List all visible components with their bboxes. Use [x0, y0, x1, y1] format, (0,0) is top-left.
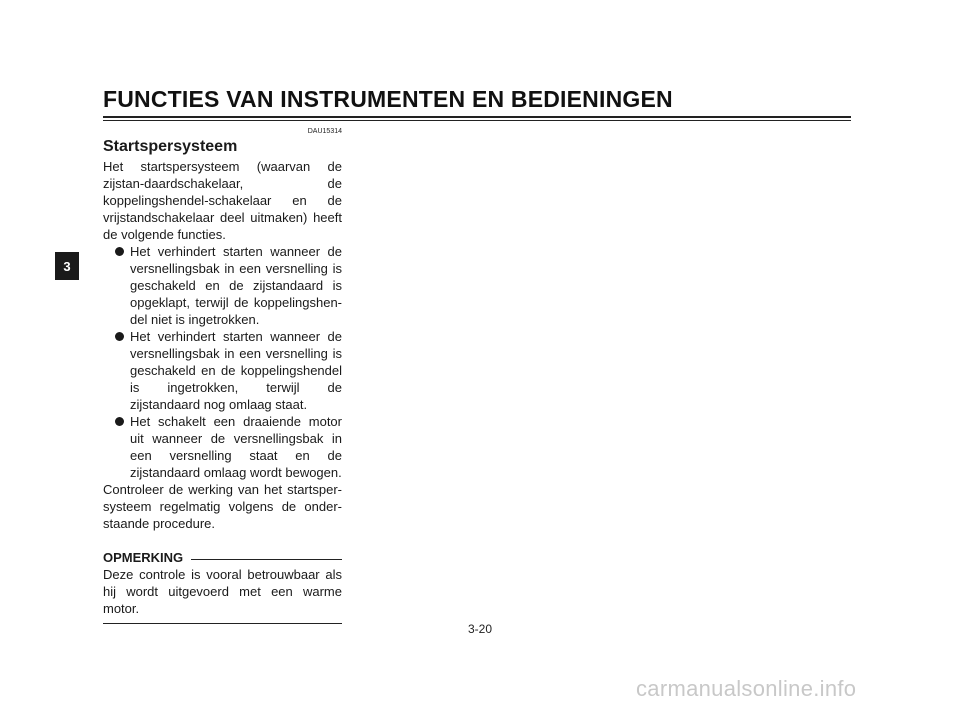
- header-rule: [103, 116, 851, 118]
- list-item: [103, 243, 342, 328]
- note-rule: [191, 559, 342, 560]
- watermark[interactable]: carmanualsonline.info: [636, 676, 857, 701]
- outro-paragraph: Controleer de werking van het startsper-systeem regelmatig volgens de onder-staande procedure.: [103, 482, 342, 531]
- content-column: [103, 137, 342, 624]
- note-title: OPMERKING: [103, 550, 184, 565]
- chapter-tab: 3: [55, 252, 79, 280]
- list-item: [103, 328, 342, 413]
- page-header-title: FUNCTIES VAN INSTRUMENTEN EN BEDIENINGEN: [103, 86, 673, 112]
- intro-paragraph: Het startspersysteem (waarvan de zijstan-daardschakelaar, de koppelingshendel-schakelaar en de vrijstandschakelaar deel uitmaken) heeft de volgende functies.: [103, 159, 342, 242]
- list-item-text: Het verhindert starten wanneer de versnellingsbak in een versnelling is geschakeld en de zijstandaard is opgeklapt, terwijl de koppelingshen-del niet is ingetrokken.: [130, 244, 342, 327]
- section-title: Startspersysteem: [103, 138, 238, 155]
- list-item-text: Het verhindert starten wanneer de versnellingsbak in een versnelling is geschakeld en de koppelingshendel is ingetrokken, terwijl de zijstandaard nog omlaag staat.: [130, 329, 342, 412]
- reference-code: DAU15314: [307, 128, 342, 135]
- note-header: [103, 549, 342, 566]
- function-list: [103, 243, 342, 481]
- note-text: Deze controle is vooral betrouwbaar als hij wordt uitgevoerd met een warme motor.: [103, 567, 342, 616]
- bullet-icon: [115, 332, 124, 341]
- page-number: 3-20: [467, 622, 493, 636]
- list-item-text: Het schakelt een draaiende motor uit wanneer de versnellingsbak in een versnelling staat en de zijstandaard omlaag wordt bewogen.: [130, 414, 342, 480]
- note-box: [103, 549, 342, 624]
- note-bottom-rule: [103, 623, 342, 624]
- list-item: [103, 413, 342, 481]
- bullet-icon: [115, 247, 124, 256]
- header-rule-thin: [103, 120, 851, 121]
- bullet-icon: [115, 417, 124, 426]
